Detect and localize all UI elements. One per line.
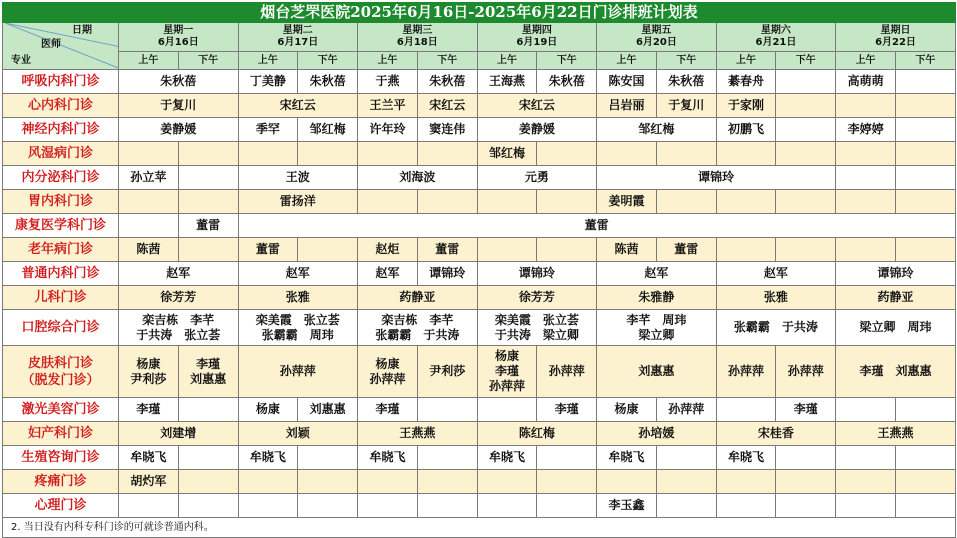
schedule-cell: [417, 142, 477, 166]
schedule-cell: 于家刚: [716, 94, 776, 118]
schedule-cell: [656, 470, 716, 494]
schedule-cell: [119, 494, 179, 518]
schedule-cell: 徐芳芳: [119, 286, 239, 310]
schedule-cell: [776, 238, 836, 262]
schedule-cell: 牟晓飞: [477, 446, 537, 470]
schedule-cell: [895, 446, 955, 470]
schedule-cell: [358, 190, 418, 214]
schedule-cell: 杨康: [238, 398, 298, 422]
schedule-cell: [537, 142, 597, 166]
schedule-cell: [178, 398, 238, 422]
date-label: 6月19日: [516, 36, 558, 48]
schedule-cell: [358, 142, 418, 166]
date-label: 6月21日: [755, 36, 797, 48]
schedule-cell: 李瑾 刘惠惠: [178, 346, 238, 398]
department-row: [3, 70, 956, 94]
department-name: 胃内科门诊: [3, 190, 119, 214]
schedule-cell: 赵军: [238, 262, 358, 286]
schedule-cell: [895, 142, 955, 166]
specialty-label: 专业: [11, 55, 31, 66]
schedule-cell: 董雷: [417, 238, 477, 262]
schedule-cell: 朱秋蓓: [298, 70, 358, 94]
schedule-cell: [776, 94, 836, 118]
schedule-cell: [895, 190, 955, 214]
schedule-cell: 宋红云: [417, 94, 477, 118]
schedule-cell: 孙萍萍: [776, 346, 836, 398]
department-name: 妇产科门诊: [3, 422, 119, 446]
schedule-cell: 董雷: [238, 214, 955, 238]
schedule-cell: 于复川: [656, 94, 716, 118]
schedule-cell: 李瑾: [537, 398, 597, 422]
schedule-cell: [178, 494, 238, 518]
day-header: [597, 23, 717, 52]
day-header: [358, 23, 478, 52]
day-header: [716, 23, 836, 52]
schedule-cell: 邹红梅: [298, 118, 358, 142]
schedule-cell: 于复川: [119, 94, 239, 118]
schedule-cell: [836, 494, 896, 518]
schedule-cell: 朱雅静: [597, 286, 717, 310]
schedule-cell: [537, 470, 597, 494]
afternoon-header: 下午: [298, 51, 358, 69]
schedule-cell: [656, 494, 716, 518]
schedule-cell: 谭锦玲: [597, 166, 836, 190]
schedule-cell: [477, 398, 537, 422]
afternoon-header: 下午: [417, 51, 477, 69]
weekday-label: 星期一: [163, 24, 194, 36]
schedule-cell: 胡灼军: [119, 470, 179, 494]
schedule-cell: 李瑾 刘惠惠: [836, 346, 956, 398]
schedule-cell: 刘海波: [358, 166, 478, 190]
department-name: 心内科门诊: [3, 94, 119, 118]
schedule-cell: [298, 446, 358, 470]
department-name: 神经内科门诊: [3, 118, 119, 142]
schedule-cell: 孙立苹: [119, 166, 179, 190]
department-row: [3, 446, 956, 470]
schedule-cell: 董雷: [178, 214, 238, 238]
department-name: 生殖咨询门诊: [3, 446, 119, 470]
afternoon-header: 下午: [895, 51, 955, 69]
schedule-cell: 杨康 尹利莎: [119, 346, 179, 398]
schedule-cell: [776, 118, 836, 142]
schedule-cell: 窦连伟: [417, 118, 477, 142]
schedule-cell: [895, 118, 955, 142]
schedule-cell: [119, 190, 179, 214]
schedule-cell: 綦春舟: [716, 70, 776, 94]
department-row: [3, 142, 956, 166]
schedule-cell: 王波: [238, 166, 358, 190]
schedule-cell: [119, 142, 179, 166]
department-row: [3, 494, 956, 518]
schedule-cell: 刘惠惠: [597, 346, 717, 398]
schedule-cell: [597, 142, 657, 166]
morning-header: 上午: [119, 51, 179, 69]
schedule-cell: 王兰平: [358, 94, 418, 118]
schedule-cell: 孙萍萍: [716, 346, 776, 398]
schedule-cell: 谭锦玲: [836, 262, 956, 286]
schedule-cell: 姜静媛: [119, 118, 239, 142]
schedule-cell: [358, 470, 418, 494]
morning-header: 上午: [238, 51, 298, 69]
morning-header: 上午: [597, 51, 657, 69]
schedule-cell: 李玉鑫: [597, 494, 657, 518]
schedule-cell: 许年玲: [358, 118, 418, 142]
schedule-cell: 栾吉栋 李芊 张霸霸 于共涛: [358, 310, 478, 346]
schedule-cell: 邹红梅: [597, 118, 717, 142]
department-name: 老年病门诊: [3, 238, 119, 262]
title-row: [3, 3, 956, 23]
schedule-cell: [776, 446, 836, 470]
date-label: 日期: [72, 25, 92, 36]
weekday-label: 星期三: [402, 24, 433, 36]
schedule-cell: 尹利莎: [417, 346, 477, 398]
schedule-cell: [656, 142, 716, 166]
schedule-cell: 王海燕: [477, 70, 537, 94]
schedule-cell: 药静亚: [358, 286, 478, 310]
schedule-cell: 刘颖: [238, 422, 358, 446]
afternoon-header: 下午: [537, 51, 597, 69]
schedule-cell: [895, 94, 955, 118]
schedule-cell: 李瑾: [776, 398, 836, 422]
schedule-cell: 初鹏飞: [716, 118, 776, 142]
schedule-cell: [895, 238, 955, 262]
schedule-cell: 于燕: [358, 70, 418, 94]
weekday-label: 星期日: [880, 24, 911, 36]
department-name: 皮肤科门诊 （脱发门诊）: [3, 346, 119, 398]
afternoon-header: 下午: [656, 51, 716, 69]
schedule-cell: 邹红梅: [477, 142, 537, 166]
schedule-cell: [417, 470, 477, 494]
schedule-cell: 王燕燕: [836, 422, 956, 446]
schedule-cell: [836, 190, 896, 214]
schedule-cell: 张霸霸 于共涛: [716, 310, 836, 346]
schedule-cell: [417, 190, 477, 214]
schedule-cell: [298, 470, 358, 494]
schedule-cell: 张雅: [716, 286, 836, 310]
department-row: [3, 214, 956, 238]
department-row: [3, 262, 956, 286]
schedule-cell: 赵军: [597, 262, 717, 286]
schedule-cell: [298, 494, 358, 518]
weekday-label: 星期五: [641, 24, 672, 36]
schedule-cell: 朱秋蓓: [537, 70, 597, 94]
schedule-cell: 栾吉栋 李芊 于共涛 张立荟: [119, 310, 239, 346]
day-header: [119, 23, 239, 52]
schedule-cell: [298, 142, 358, 166]
department-row: [3, 190, 956, 214]
schedule-cell: [776, 142, 836, 166]
note-row: [3, 518, 956, 538]
schedule-cell: 李瑾: [358, 398, 418, 422]
schedule-cell: 李婷婷: [836, 118, 896, 142]
department-row: [3, 422, 956, 446]
schedule-cell: [895, 494, 955, 518]
schedule-cell: 高萌萌: [836, 70, 896, 94]
schedule-cell: [895, 470, 955, 494]
schedule-cell: [178, 238, 238, 262]
department-row: [3, 166, 956, 190]
department-name: 激光美容门诊: [3, 398, 119, 422]
morning-header: 上午: [836, 51, 896, 69]
schedule-cell: 宋红云: [238, 94, 358, 118]
schedule-cell: [895, 398, 955, 422]
schedule-cell: 赵炬: [358, 238, 418, 262]
schedule-cell: 董雷: [238, 238, 298, 262]
morning-header: 上午: [358, 51, 418, 69]
schedule-cell: 季罕: [238, 118, 298, 142]
schedule-cell: 张雅: [238, 286, 358, 310]
doctor-label: 医师: [41, 39, 61, 50]
department-row: [3, 310, 956, 346]
department-name: 风湿病门诊: [3, 142, 119, 166]
schedule-cell: 陈茜: [597, 238, 657, 262]
schedule-cell: [417, 398, 477, 422]
schedule-cell: [836, 470, 896, 494]
schedule-cell: 朱秋蓓: [656, 70, 716, 94]
schedule-cell: [537, 446, 597, 470]
schedule-cell: 赵军: [358, 262, 418, 286]
schedule-cell: [776, 70, 836, 94]
schedule-cell: [178, 142, 238, 166]
schedule-cell: [716, 142, 776, 166]
schedule-cell: 牟晓飞: [358, 446, 418, 470]
date-label: 6月20日: [635, 36, 677, 48]
department-name: 呼吸内科门诊: [3, 70, 119, 94]
schedule-cell: [895, 166, 955, 190]
department-name: 疼痛门诊: [3, 470, 119, 494]
schedule-cell: [716, 494, 776, 518]
schedule-cell: 陈安国: [597, 70, 657, 94]
schedule-cell: [836, 238, 896, 262]
table-title: 烟台芝罘医院2025年6月16日-2025年6月22日门诊排班计划表: [3, 3, 956, 23]
schedule-cell: [716, 398, 776, 422]
schedule-cell: 王燕燕: [358, 422, 478, 446]
schedule-cell: 董雷: [656, 238, 716, 262]
schedule-cell: 孙萍萍: [537, 346, 597, 398]
department-row: [3, 346, 956, 398]
schedule-cell: 雷扬洋: [238, 190, 358, 214]
department-name: 儿科门诊: [3, 286, 119, 310]
schedule-cell: 孙培媛: [597, 422, 717, 446]
schedule-cell: 姜明霞: [597, 190, 657, 214]
date-label: 6月22日: [875, 36, 916, 48]
schedule-cell: [178, 166, 238, 190]
schedule-cell: [477, 238, 537, 262]
schedule-cell: 宋红云: [477, 94, 597, 118]
half-day-row: [3, 51, 956, 69]
date-label: 6月17日: [277, 36, 319, 48]
schedule-cell: 杨康: [597, 398, 657, 422]
weekday-row: [3, 23, 956, 52]
schedule-cell: 牟晓飞: [119, 446, 179, 470]
schedule-cell: [358, 494, 418, 518]
department-name: 心理门诊: [3, 494, 119, 518]
schedule-cell: 牟晓飞: [716, 446, 776, 470]
weekday-label: 星期六: [760, 24, 791, 36]
department-row: [3, 238, 956, 262]
date-label: 6月16日: [157, 36, 199, 48]
schedule-cell: [178, 190, 238, 214]
department-row: [3, 94, 956, 118]
schedule-cell: 徐芳芳: [477, 286, 597, 310]
schedule-cell: [776, 470, 836, 494]
afternoon-header: 下午: [776, 51, 836, 69]
schedule-cell: 牟晓飞: [597, 446, 657, 470]
schedule-cell: [537, 238, 597, 262]
schedule-cell: [537, 494, 597, 518]
schedule-cell: [895, 70, 955, 94]
afternoon-header: 下午: [178, 51, 238, 69]
department-name: 内分泌科门诊: [3, 166, 119, 190]
schedule-cell: [119, 214, 179, 238]
schedule-cell: 丁美静: [238, 70, 298, 94]
schedule-cell: 牟晓飞: [238, 446, 298, 470]
day-header: [238, 23, 358, 52]
schedule-cell: [836, 446, 896, 470]
schedule-cell: [597, 470, 657, 494]
schedule-cell: 杨康 孙萍萍: [358, 346, 418, 398]
schedule-cell: 陈茜: [119, 238, 179, 262]
department-name: 口腔综合门诊: [3, 310, 119, 346]
schedule-cell: 赵军: [119, 262, 239, 286]
morning-header: 上午: [716, 51, 776, 69]
department-row: [3, 470, 956, 494]
schedule-cell: [836, 142, 896, 166]
schedule-cell: [417, 446, 477, 470]
department-row: [3, 398, 956, 422]
schedule-table: [2, 2, 956, 538]
day-header: [477, 23, 597, 52]
schedule-cell: [178, 446, 238, 470]
department-row: [3, 286, 956, 310]
schedule-cell: [836, 94, 896, 118]
schedule-cell: 孙萍萍: [656, 398, 716, 422]
morning-header: 上午: [477, 51, 537, 69]
schedule-cell: [656, 446, 716, 470]
weekday-label: 星期二: [282, 24, 313, 36]
schedule-cell: 梁立卿 周玮: [836, 310, 956, 346]
header-corner: [3, 23, 119, 70]
schedule-cell: 元勇: [477, 166, 597, 190]
schedule-cell: [776, 190, 836, 214]
schedule-cell: [178, 470, 238, 494]
schedule-cell: 陈红梅: [477, 422, 597, 446]
day-header: [836, 23, 956, 52]
schedule-cell: [477, 190, 537, 214]
date-label: 6月18日: [396, 36, 438, 48]
schedule-cell: [238, 142, 298, 166]
schedule-cell: [238, 494, 298, 518]
weekday-label: 星期四: [521, 24, 552, 36]
schedule-cell: [776, 494, 836, 518]
schedule-cell: [656, 190, 716, 214]
schedule-cell: 刘惠惠: [298, 398, 358, 422]
schedule-cell: 栾美霞 张立荟 张霸霸 周玮: [238, 310, 358, 346]
schedule-cell: [477, 470, 537, 494]
schedule-cell: [477, 494, 537, 518]
schedule-cell: 李芊 周玮 梁立卿: [597, 310, 717, 346]
schedule-cell: 杨康 李瑾 孙萍萍: [477, 346, 537, 398]
schedule-cell: 谭锦玲: [417, 262, 477, 286]
schedule-cell: 宋桂香: [716, 422, 836, 446]
schedule-cell: [417, 494, 477, 518]
schedule-cell: [537, 190, 597, 214]
schedule-cell: 谭锦玲: [477, 262, 597, 286]
schedule-cell: 赵军: [716, 262, 836, 286]
schedule-cell: 李瑾: [119, 398, 179, 422]
schedule-cell: 药静亚: [836, 286, 956, 310]
schedule-cell: 吕岩丽: [597, 94, 657, 118]
schedule-cell: [716, 238, 776, 262]
schedule-cell: 栾美霞 张立荟 于共涛 梁立卿: [477, 310, 597, 346]
schedule-cell: [716, 470, 776, 494]
schedule-cell: [836, 398, 896, 422]
schedule-cell: 朱秋蓓: [417, 70, 477, 94]
schedule-cell: [298, 238, 358, 262]
schedule-cell: 姜静媛: [477, 118, 597, 142]
footnote: 2. 当日没有内科专科门诊的可就诊普通内科。: [3, 518, 956, 538]
schedule-cell: [836, 166, 896, 190]
department-name: 康复医学科门诊: [3, 214, 119, 238]
schedule-cell: [238, 470, 298, 494]
schedule-cell: 孙萍萍: [238, 346, 358, 398]
department-row: [3, 118, 956, 142]
schedule-cell: 朱秋蓓: [119, 70, 239, 94]
department-name: 普通内科门诊: [3, 262, 119, 286]
schedule-cell: 刘建增: [119, 422, 239, 446]
schedule-cell: [716, 190, 776, 214]
